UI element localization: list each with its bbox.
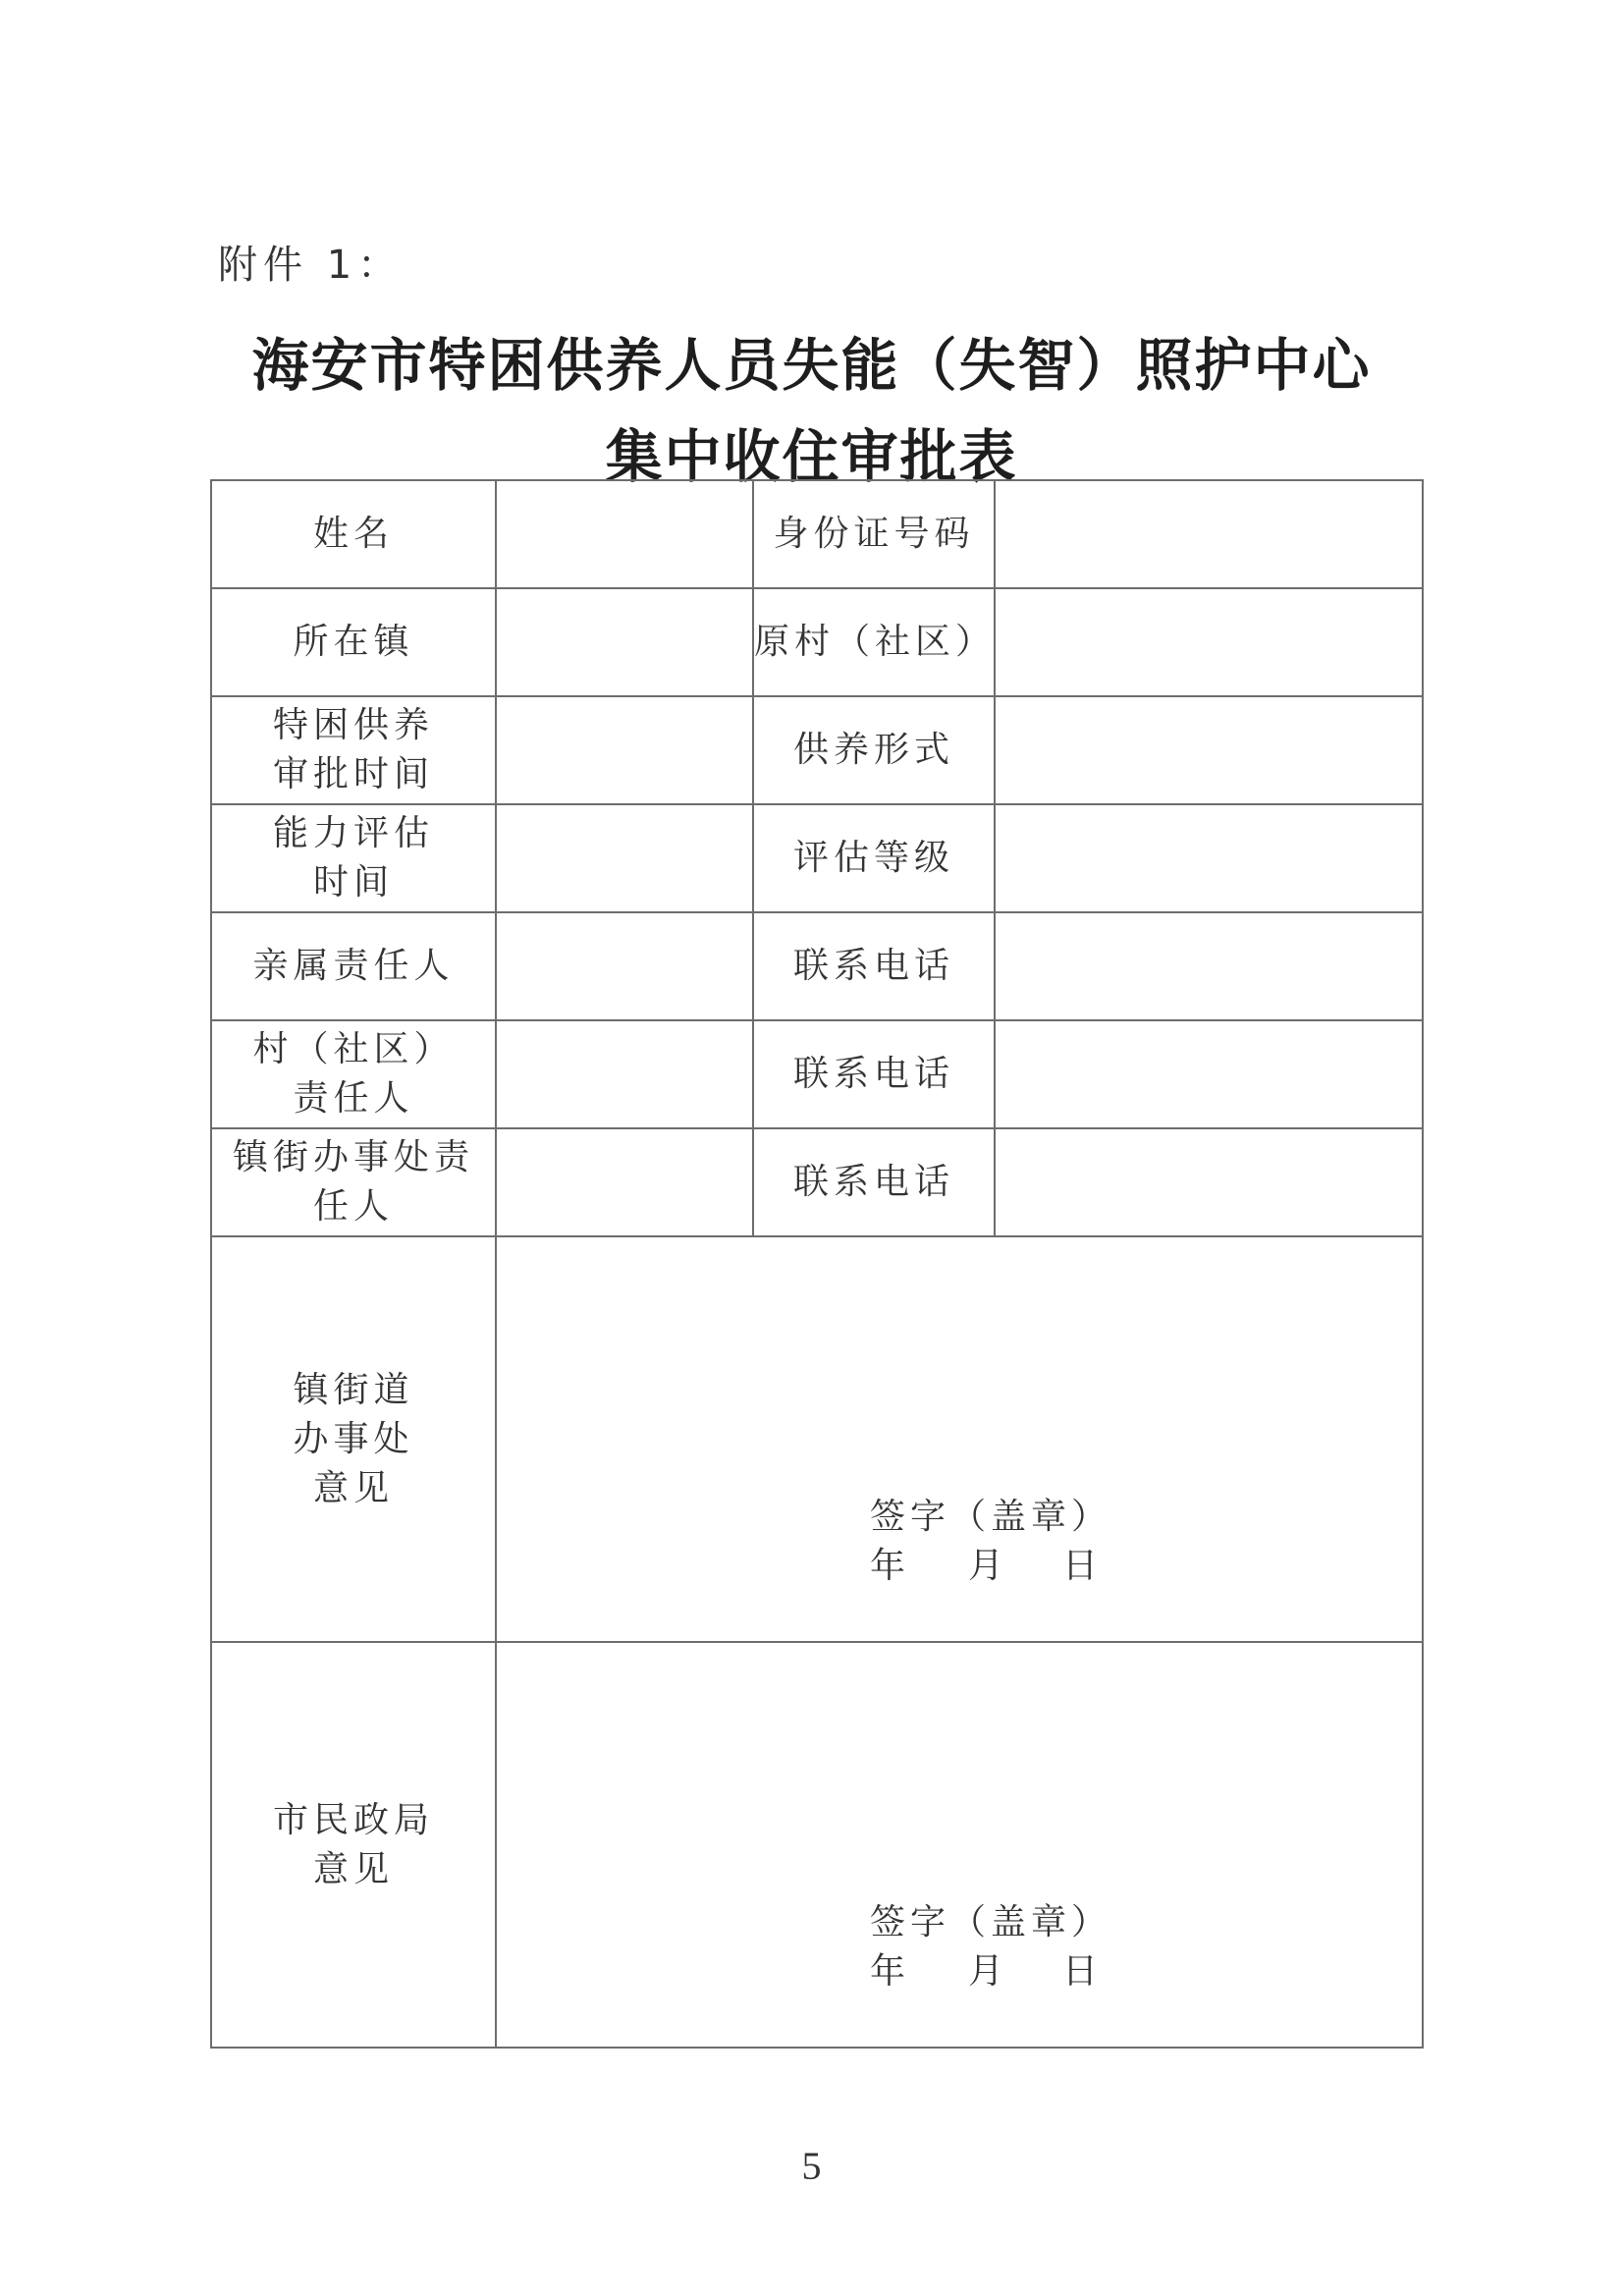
opinion-label: 市民政局 意见 — [211, 1642, 496, 2048]
field-label: 村（社区） 责任人 — [211, 1020, 496, 1128]
field-value-office-contact[interactable] — [496, 1128, 753, 1236]
page-number: 5 — [801, 2144, 822, 2188]
form-row-bureau-opinion — [211, 1642, 1423, 2048]
signature-block — [870, 1493, 1112, 1591]
form-title-line1: 海安市特困供养人员失能（失智）照护中心 — [251, 332, 1372, 399]
attachment-label: 附件 1： — [218, 243, 404, 288]
field-label: 亲属责任人 — [211, 912, 496, 1020]
form-row-name — [211, 480, 1423, 588]
field-value-approval-time[interactable] — [496, 696, 753, 804]
field-label: 联系电话 — [753, 1128, 995, 1236]
form-row-approval-time — [211, 696, 1423, 804]
field-label: 镇街办事处责 任人 — [211, 1128, 496, 1236]
form-row-village-contact — [211, 1020, 1423, 1128]
field-label: 供养形式 — [753, 696, 995, 804]
field-value-id-number[interactable] — [995, 480, 1423, 588]
date-line: 年 月 日 — [870, 1951, 1104, 1992]
field-label: 特困供养 审批时间 — [211, 696, 496, 804]
field-label: 联系电话 — [753, 1020, 995, 1128]
approval-form-table — [210, 479, 1424, 2049]
field-value-office-phone[interactable] — [995, 1128, 1423, 1236]
form-row-town — [211, 588, 1423, 696]
field-value-village[interactable] — [995, 588, 1423, 696]
signature-label: 签字（盖章） — [870, 1902, 1112, 1942]
field-label: 能力评估 时间 — [211, 804, 496, 912]
field-label: 姓名 — [211, 480, 496, 588]
field-value-assessment-time[interactable] — [496, 804, 753, 912]
town-opinion-area[interactable] — [496, 1236, 1423, 1642]
form-row-town-opinion — [211, 1236, 1423, 1642]
field-label: 原村（社区） — [753, 588, 995, 696]
form-row-relative — [211, 912, 1423, 1020]
field-label: 身份证号码 — [753, 480, 995, 588]
field-value-name[interactable] — [496, 480, 753, 588]
form-row-assessment — [211, 804, 1423, 912]
field-value-village-phone[interactable] — [995, 1020, 1423, 1128]
field-value-relative-phone[interactable] — [995, 912, 1423, 1020]
field-value-village-contact[interactable] — [496, 1020, 753, 1128]
field-label: 评估等级 — [753, 804, 995, 912]
field-label: 联系电话 — [753, 912, 995, 1020]
date-line: 年 月 日 — [870, 1546, 1104, 1586]
field-value-assessment-level[interactable] — [995, 804, 1423, 912]
form-title-line2: 集中收住审批表 — [605, 423, 1018, 490]
bureau-opinion-area[interactable] — [496, 1642, 1423, 2048]
field-value-support-form[interactable] — [995, 696, 1423, 804]
field-value-town[interactable] — [496, 588, 753, 696]
signature-label: 签字（盖章） — [870, 1497, 1112, 1537]
opinion-label: 镇街道 办事处 意见 — [211, 1236, 496, 1642]
form-row-office-contact — [211, 1128, 1423, 1236]
field-label: 所在镇 — [211, 588, 496, 696]
signature-block — [870, 1898, 1112, 1996]
field-value-relative[interactable] — [496, 912, 753, 1020]
